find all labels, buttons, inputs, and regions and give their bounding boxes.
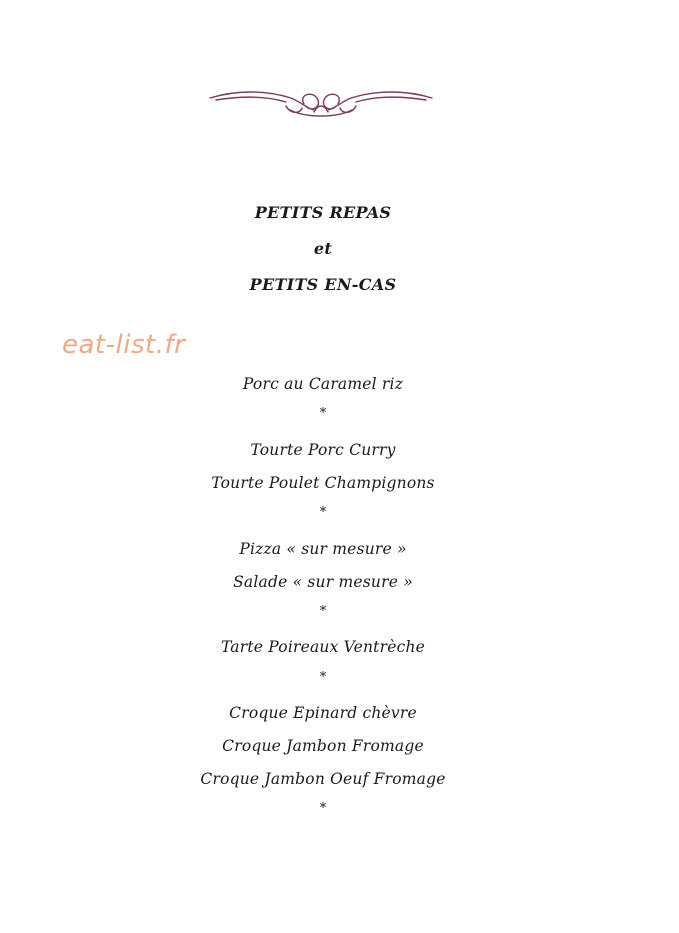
menu-item-6: Tarte Poireaux Ventrèche — [220, 638, 426, 656]
flourish-ornament-icon — [206, 84, 436, 120]
menu-item-8: Croque Jambon Fromage — [222, 737, 424, 755]
menu-item-9: Croque Jambon Oeuf Fromage — [200, 770, 446, 788]
menu-item-4: Pizza « sur mesure » — [239, 540, 407, 558]
menu-separator-5: * — [319, 801, 327, 816]
menu-separator-2: * — [319, 505, 327, 520]
title-line-2: et — [313, 239, 333, 258]
watermark-text: eat-list.fr — [62, 330, 186, 360]
menu-item-7: Croque Epinard chèvre — [229, 704, 417, 722]
menu-item-1: Porc au Caramel riz — [242, 375, 404, 393]
menu-separator-4: * — [319, 670, 327, 685]
title-line-3: PETITS EN-CAS — [249, 275, 397, 294]
menu-item-2: Tourte Porc Curry — [250, 441, 396, 459]
menu-separator-1: * — [319, 406, 327, 421]
title-line-1: PETITS REPAS — [254, 203, 392, 222]
menu-item-5: Salade « sur mesure » — [233, 573, 413, 591]
menu-separator-3: * — [319, 604, 327, 619]
menu-item-3: Tourte Poulet Champignons — [211, 474, 435, 492]
